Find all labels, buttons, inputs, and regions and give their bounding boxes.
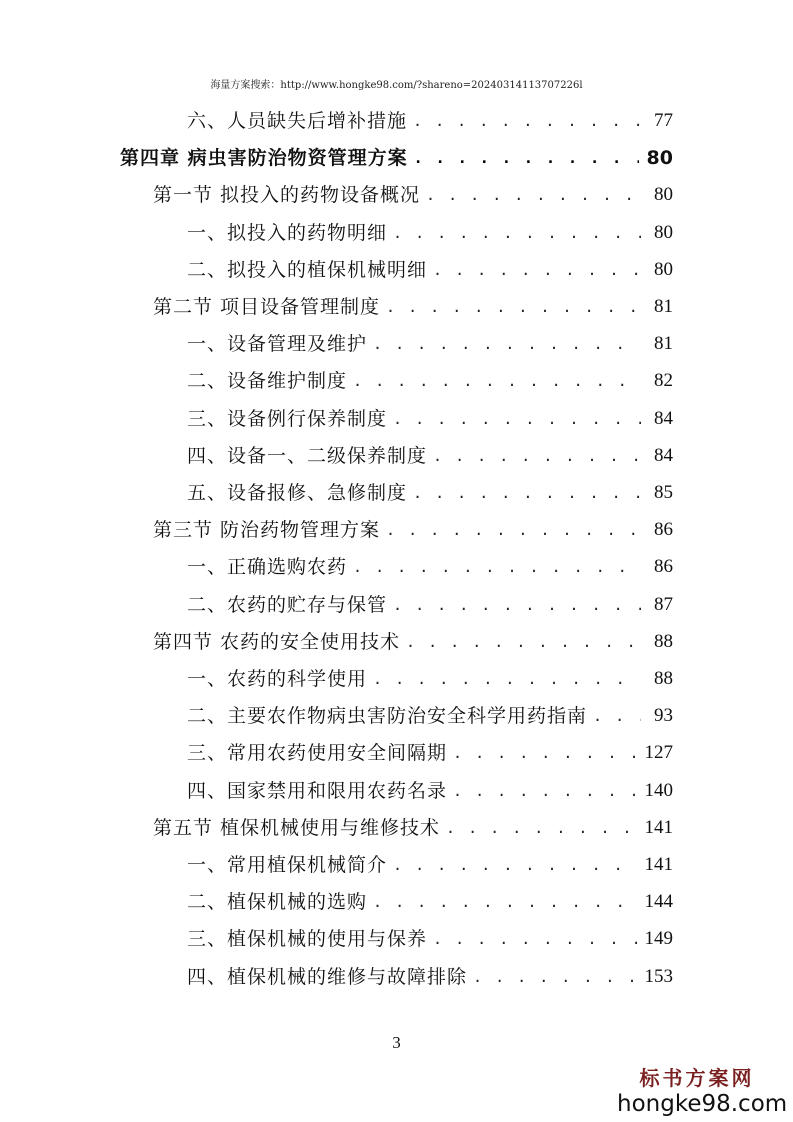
toc-entry-page: 87 [654,593,673,615]
toc-subsection-entry [187,847,673,877]
toc-subsection-entry [187,735,673,765]
toc-entry-page: 140 [644,779,673,801]
toc-entry-page: 81 [654,333,673,355]
toc-entry-title: 一、农药的科学使用 [187,668,368,690]
site-watermark-logo [617,1066,788,1118]
toc-entry-page: 80 [654,258,673,280]
toc-entry-title: 第一节 拟投入的药物设备概况 [153,184,421,207]
watermark-title: 标书方案网 [639,1066,755,1090]
toc-subsection-entry [187,549,673,579]
toc-leader-dots [353,369,641,393]
toc-leader-dots [414,146,639,170]
toc-entry-title: 第三节 防治药物管理方案 [153,519,381,542]
toc-entry-page: 85 [654,482,673,503]
toc-subsection-entry [187,363,673,393]
toc-subsection-entry [187,401,673,431]
toc-entry-page: 86 [654,556,673,578]
toc-subsection-entry [187,215,673,245]
toc-leader-dots [473,965,636,989]
toc-leader-dots [393,593,641,617]
toc-section-entry [153,810,673,840]
toc-entry-title: 二、植保机械的选购 [187,891,368,914]
toc-leader-dots [373,332,641,356]
toc-entry-page: 82 [654,370,673,392]
toc-entry-page: 141 [644,854,673,875]
page-number: 3 [392,1033,401,1052]
toc-leader-dots [373,667,641,691]
toc-entry-page: 84 [654,407,673,429]
toc-entry-title: 第四节 农药的安全使用技术 [153,630,401,653]
toc-subsection-entry [187,252,673,282]
toc-subsection-entry [187,773,673,803]
toc-leader-dots [433,258,641,282]
toc-entry-page: 86 [654,519,673,541]
toc-leader-dots [593,704,641,728]
toc-leader-dots [413,109,641,133]
toc-leader-dots [426,183,641,207]
toc-entry-title: 二、农药的贮存与保管 [187,593,388,616]
toc-leader-dots [453,741,636,765]
toc-leader-dots [433,444,641,468]
toc-leader-dots [386,518,641,542]
toc-subsection-entry [187,698,673,728]
toc-subsection-entry [187,921,673,951]
toc-entry-title: 二、设备维护制度 [187,370,348,393]
toc-subsection-entry [187,438,673,468]
toc-entry-page: 80 [654,184,673,206]
toc-entry-title: 三、设备例行保养制度 [187,407,388,430]
toc-chapter-entry [120,140,673,170]
toc-entry-page: 141 [644,816,673,838]
toc-entry-page: 93 [654,705,673,727]
toc-entry-title: 一、常用植保机械简介 [187,854,388,876]
toc-subsection-entry [187,587,673,617]
toc-entry-title: 三、植保机械的使用与保养 [187,928,428,951]
toc-entry-title: 六、人员缺失后增补措施 [187,110,408,132]
toc-subsection-entry [187,884,673,914]
toc-entry-title: 第二节 项目设备管理制度 [153,296,381,318]
toc-leader-dots [393,407,641,431]
toc-leader-dots [446,816,636,840]
toc-entry-title: 第五节 植保机械使用与维修技术 [153,816,441,839]
toc-leader-dots [393,853,636,877]
toc-entry-page: 77 [654,110,673,131]
toc-leader-dots [386,295,641,319]
toc-entry-page: 84 [654,444,673,466]
toc-entry-page: 88 [654,630,673,652]
toc-entry-page: 80 [646,147,673,170]
toc-entry-title: 第四章 病虫害防治物资管理方案 [120,147,408,170]
toc-leader-dots [353,555,641,579]
toc-leader-dots [433,927,636,951]
toc-leader-dots [413,481,641,505]
toc-entry-page: 80 [654,221,673,243]
toc-entry-page: 149 [644,928,673,950]
toc-leader-dots [373,890,636,914]
toc-subsection-entry [187,326,673,356]
toc-subsection-entry [187,959,673,989]
toc-subsection-entry [187,661,673,691]
toc-entry-page: 88 [654,668,673,689]
toc-entry-title: 四、植保机械的维修与故障排除 [187,965,468,988]
toc-section-entry [153,177,673,207]
toc-entry-page: 127 [644,742,673,764]
toc-subsection-entry [187,103,673,133]
toc-section-entry [153,512,673,542]
header-search-note: 海量方案搜索：http://www.hongke98.com/?shareno=20240314113707226l [210,80,583,91]
toc-section-entry [153,289,673,319]
toc-entry-title: 一、正确选购农药 [187,556,348,579]
toc-entry-title: 二、拟投入的植保机械明细 [187,258,428,281]
toc-leader-dots [453,779,636,803]
toc-entry-title: 五、设备报修、急修制度 [187,482,408,504]
toc-leader-dots [393,221,641,245]
toc-entry-title: 二、主要农作物病虫害防治安全科学用药指南 [187,705,588,728]
toc-entry-title: 三、常用农药使用安全间隔期 [187,742,448,765]
toc-entry-page: 144 [644,891,673,913]
toc-leader-dots [406,630,641,654]
toc-entry-title: 一、设备管理及维护 [187,333,368,356]
toc-subsection-entry [187,475,673,505]
watermark-domain: hongke98.com [617,1091,788,1117]
toc-entry-page: 153 [644,965,673,987]
toc-entry-title: 四、国家禁用和限用农药名录 [187,779,448,802]
toc-section-entry [153,624,673,654]
toc-entry-title: 一、拟投入的药物明细 [187,221,388,244]
toc-entry-title: 四、设备一、二级保养制度 [187,444,428,467]
toc-entry-page: 81 [654,296,673,317]
